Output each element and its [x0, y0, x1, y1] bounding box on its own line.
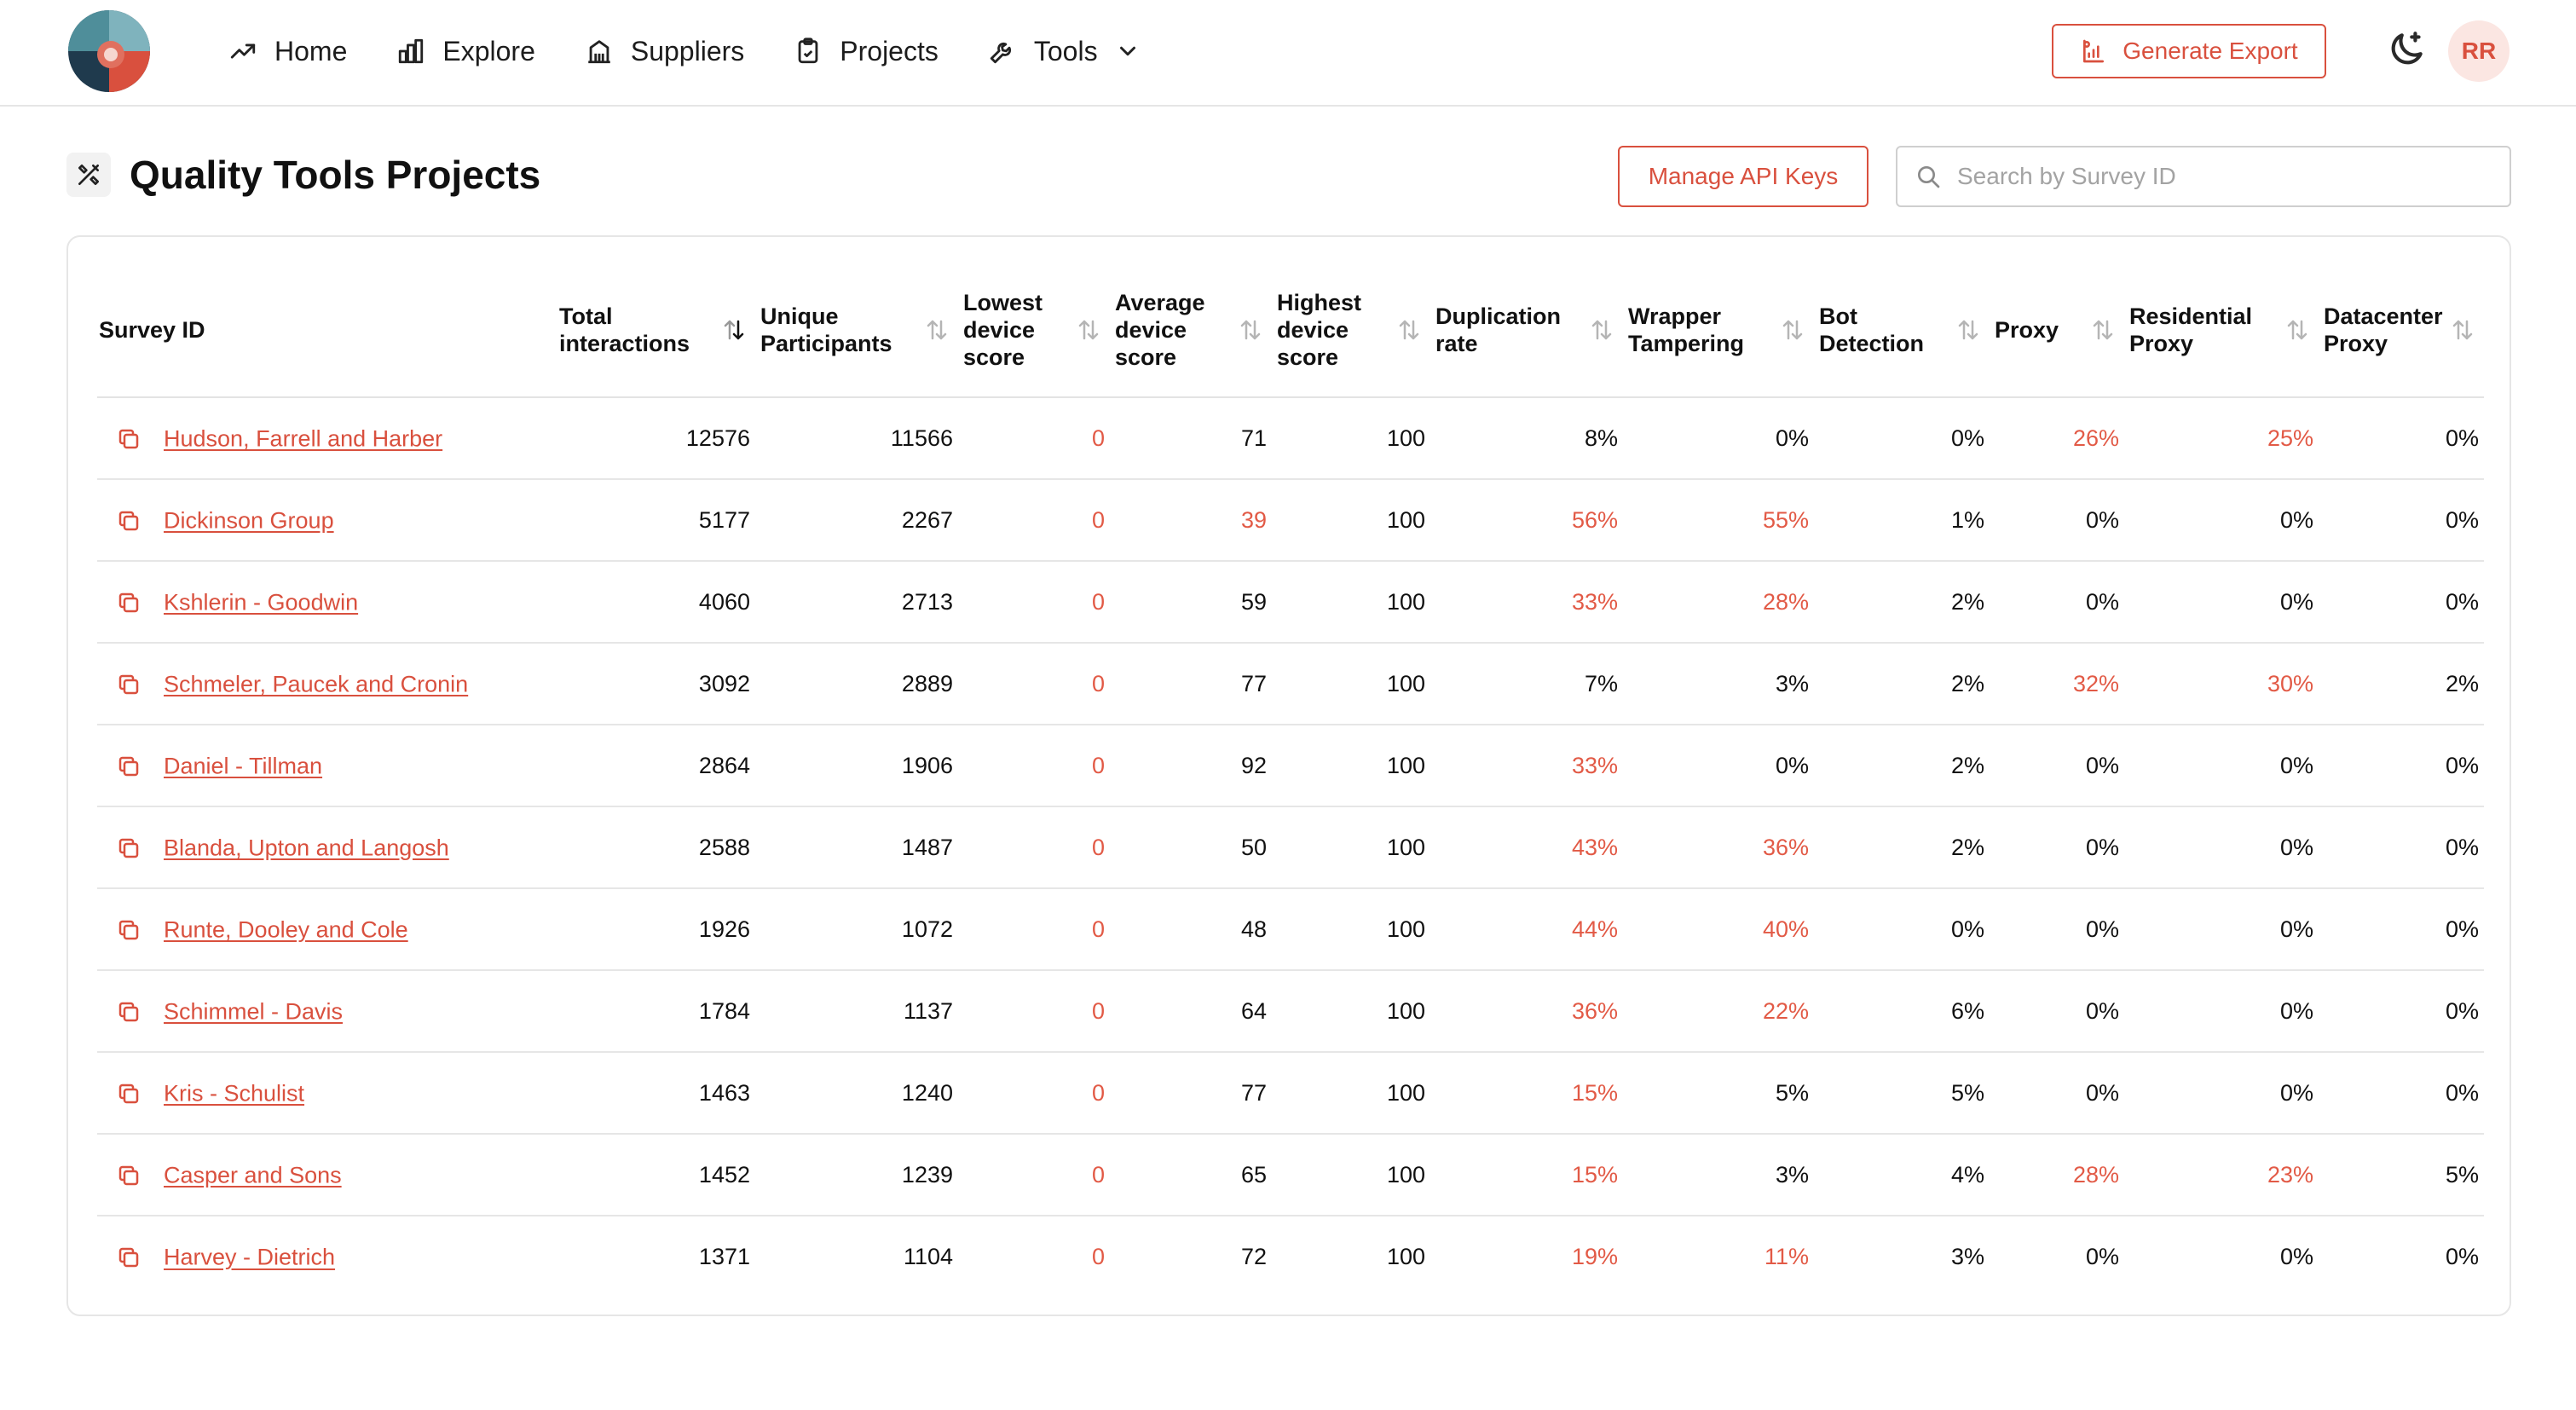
column-header-label: Average device score — [1115, 289, 1205, 370]
column-header-label: Lowest device score — [963, 289, 1043, 370]
column-header-unique-participants[interactable] — [755, 263, 958, 397]
table-cell: 5% — [1775, 1079, 1809, 1106]
column-header-label: Datacenter Proxy — [2324, 303, 2443, 356]
table-cell: 2% — [2445, 670, 2479, 696]
table-cell: 5% — [2445, 1161, 2479, 1188]
table-cell: 1104 — [903, 1244, 953, 1269]
manage-api-keys-button[interactable]: Manage API Keys — [1618, 146, 1868, 207]
table-cell: 0 — [1091, 506, 1105, 533]
survey-id-cell — [97, 725, 554, 806]
column-header-total-interactions[interactable] — [554, 263, 755, 397]
table-cell: 0% — [2445, 1244, 2479, 1269]
survey-id-link[interactable]: Harvey - Dietrich — [164, 1244, 336, 1270]
table-cell: 0 — [1091, 1244, 1105, 1269]
survey-id-cell — [97, 479, 554, 561]
nav-explore-label: Explore — [442, 35, 535, 66]
table-cell: 0% — [2445, 425, 2479, 451]
copy-icon[interactable] — [116, 590, 142, 615]
table-cell: 15% — [1571, 1161, 1618, 1188]
survey-id-link[interactable]: Schmeler, Paucek and Cronin — [164, 671, 469, 697]
table-cell: 77 — [1240, 670, 1267, 696]
sort-arrows-icon[interactable] — [2450, 317, 2475, 343]
table-row — [97, 970, 2484, 1052]
search-box — [1896, 146, 2511, 207]
table-cell: 72 — [1240, 1244, 1267, 1269]
table-cell: 0% — [1775, 425, 1809, 451]
column-header-wrap — [1435, 303, 1618, 357]
table-cell: 36% — [1571, 997, 1618, 1024]
copy-icon[interactable] — [116, 1081, 142, 1107]
copy-icon[interactable] — [116, 1245, 142, 1270]
nav-tools[interactable] — [988, 36, 1141, 67]
table-cell: 0% — [2279, 1244, 2313, 1269]
nav-home[interactable] — [228, 36, 347, 67]
column-header-label: Unique Participants — [760, 303, 892, 356]
table-row — [97, 397, 2484, 479]
survey-id-cell — [97, 1134, 554, 1216]
column-header-label: Residential Proxy — [2129, 303, 2253, 356]
column-header-label: Bot Detection — [1819, 303, 1925, 356]
building-icon — [585, 37, 614, 66]
survey-id-cell — [97, 806, 554, 888]
table-cell: 100 — [1386, 834, 1425, 860]
table-cell: 0% — [2279, 752, 2313, 778]
table-cell: 0% — [2445, 506, 2479, 533]
table-cell: 4060 — [698, 588, 750, 615]
table-cell: 1240 — [901, 1079, 953, 1106]
table-cell: 33% — [1571, 752, 1618, 778]
table-cell: 26% — [2072, 425, 2119, 451]
table-cell: 100 — [1386, 997, 1425, 1024]
table-cell: 8% — [1584, 425, 1618, 451]
table-cell: 12576 — [685, 425, 750, 451]
sort-arrows-icon[interactable] — [2284, 317, 2310, 343]
table-cell: 1926 — [698, 916, 750, 942]
column-header-label: Highest device score — [1277, 289, 1362, 370]
table-cell: 6% — [1950, 997, 1984, 1024]
table-row — [97, 888, 2484, 970]
table-cell: 48 — [1240, 916, 1267, 942]
table-row — [97, 725, 2484, 806]
column-header-wrap — [760, 303, 953, 357]
table-cell: 0% — [2085, 588, 2119, 615]
table-cell: 0% — [2085, 916, 2119, 942]
user-avatar[interactable]: RR — [2448, 20, 2510, 82]
column-header-proxy[interactable] — [1990, 263, 2124, 397]
table-cell: 0% — [2279, 1079, 2313, 1106]
sort-arrows-icon[interactable] — [924, 317, 950, 343]
table-row — [97, 479, 2484, 561]
table-cell: 1487 — [901, 834, 953, 860]
table-cell: 2713 — [901, 588, 953, 615]
column-header-residential-proxy[interactable] — [2124, 263, 2319, 397]
copy-icon[interactable] — [116, 835, 142, 861]
column-header-wrap — [1628, 303, 1809, 357]
main-nav — [228, 26, 1190, 77]
survey-id-cell — [97, 397, 554, 479]
copy-icon[interactable] — [116, 426, 142, 452]
table-cell: 7% — [1584, 670, 1618, 696]
nav-projects-label: Projects — [840, 35, 939, 66]
table-cell: 0 — [1091, 670, 1105, 696]
column-header-bot-detection[interactable] — [1814, 263, 1990, 397]
survey-id-cell — [97, 888, 554, 970]
table-cell: 0% — [2445, 588, 2479, 615]
sort-arrows-icon[interactable] — [1238, 317, 1263, 343]
column-header-label: Total interactions — [559, 303, 690, 356]
table-cell: 100 — [1386, 670, 1425, 696]
nav-home-label: Home — [274, 35, 348, 66]
table-cell: 44% — [1571, 916, 1618, 942]
survey-id-link[interactable]: Kris - Schulist — [164, 1080, 305, 1107]
column-header-wrap — [2129, 303, 2313, 357]
table-cell: 59 — [1240, 588, 1267, 615]
search-input[interactable] — [1957, 163, 2486, 190]
table-cell: 40% — [1762, 916, 1809, 942]
table-header-row — [97, 263, 2484, 397]
survey-id-link[interactable]: Daniel - Tillman — [164, 753, 323, 779]
table-cell: 100 — [1386, 506, 1425, 533]
table-cell: 23% — [2267, 1161, 2313, 1188]
table-cell: 2% — [1950, 752, 1984, 778]
nav-projects[interactable] — [794, 36, 939, 67]
sort-arrows-icon[interactable] — [1780, 317, 1805, 343]
table-cell: 56% — [1571, 506, 1618, 533]
export-report-icon — [2080, 38, 2107, 65]
table-cell: 19% — [1571, 1244, 1618, 1269]
survey-id-cell — [97, 970, 554, 1052]
table-cell: 1239 — [901, 1161, 953, 1188]
table-row — [97, 643, 2484, 725]
table-row — [97, 561, 2484, 643]
table-cell: 2588 — [698, 834, 750, 860]
table-cell: 65 — [1240, 1161, 1267, 1188]
table-cell: 0% — [2085, 1079, 2119, 1106]
table-cell: 50 — [1240, 834, 1267, 860]
table-cell: 0 — [1091, 916, 1105, 942]
table-cell: 0% — [1950, 916, 1984, 942]
table-cell: 1371 — [698, 1244, 750, 1269]
projects-table — [97, 263, 2484, 1297]
table-cell: 0% — [2279, 997, 2313, 1024]
table-cell: 3% — [1950, 1244, 1984, 1269]
copy-icon[interactable] — [116, 1163, 142, 1188]
table-cell: 43% — [1571, 834, 1618, 860]
table-cell: 36% — [1762, 834, 1809, 860]
table-cell: 28% — [2072, 1161, 2119, 1188]
top-navigation-bar — [0, 0, 2576, 107]
sort-arrows-icon[interactable] — [1396, 317, 1422, 343]
table-cell: 0% — [2279, 834, 2313, 860]
search-icon — [1915, 163, 1942, 190]
sort-arrows-icon[interactable] — [1589, 317, 1614, 343]
survey-id-cell — [97, 1052, 554, 1134]
nav-suppliers[interactable] — [585, 36, 744, 67]
page-title: Quality Tools Projects — [130, 153, 541, 197]
table-row — [97, 1052, 2484, 1134]
table-cell: 100 — [1386, 588, 1425, 615]
table-cell: 100 — [1386, 1161, 1425, 1188]
table-cell: 0 — [1091, 834, 1105, 860]
table-cell: 64 — [1240, 997, 1267, 1024]
survey-id-link[interactable]: Casper and Sons — [164, 1162, 342, 1188]
table-cell: 0% — [2085, 506, 2119, 533]
copy-icon[interactable] — [116, 999, 142, 1025]
table-cell: 5% — [1950, 1079, 1984, 1106]
sort-arrows-icon[interactable] — [1955, 317, 1981, 343]
column-header-lowest-device-score[interactable] — [958, 263, 1110, 397]
table-cell: 55% — [1762, 506, 1809, 533]
table-cell: 28% — [1762, 588, 1809, 615]
nav-explore[interactable] — [396, 36, 535, 67]
table-cell: 100 — [1386, 425, 1425, 451]
tools-icon — [66, 153, 111, 197]
table-cell: 39 — [1240, 506, 1267, 533]
survey-id-link[interactable]: Schimmel - Davis — [164, 998, 344, 1025]
nav-tools-label: Tools — [1033, 35, 1098, 66]
sort-arrows-icon[interactable] — [1076, 317, 1101, 343]
survey-id-link[interactable]: Runte, Dooley and Cole — [164, 916, 408, 943]
column-header-wrap — [2324, 303, 2479, 357]
projects-table-card — [66, 235, 2511, 1316]
table-cell: 100 — [1386, 1244, 1425, 1269]
survey-id-link[interactable]: Dickinson Group — [164, 507, 334, 534]
wrench-icon — [988, 37, 1017, 66]
table-cell: 100 — [1386, 752, 1425, 778]
copy-icon[interactable] — [116, 672, 142, 697]
table-cell: 0 — [1091, 1161, 1105, 1188]
table-cell: 0% — [2445, 834, 2479, 860]
column-header-average-device-score[interactable] — [1110, 263, 1272, 397]
table-row — [97, 1134, 2484, 1216]
table-cell: 3% — [1775, 670, 1809, 696]
table-cell: 0% — [1950, 425, 1984, 451]
column-header-wrapper-tampering[interactable] — [1623, 263, 1814, 397]
table-cell: 1072 — [901, 916, 953, 942]
table-cell: 0% — [2279, 588, 2313, 615]
column-header-wrap — [559, 303, 750, 357]
column-header-highest-device-score[interactable] — [1272, 263, 1430, 397]
table-cell: 3% — [1775, 1161, 1809, 1188]
column-header-label: Proxy — [1995, 316, 2059, 343]
table-cell: 30% — [2267, 670, 2313, 696]
table-cell: 100 — [1386, 916, 1425, 942]
column-header-wrap — [1277, 289, 1425, 371]
column-header-label: Duplication rate — [1435, 303, 1561, 356]
generate-export-label: Generate Export — [2123, 38, 2298, 64]
table-cell: 0 — [1091, 752, 1105, 778]
table-cell: 2% — [1950, 834, 1984, 860]
survey-id-link[interactable]: Hudson, Farrell and Harber — [164, 425, 443, 452]
table-cell: 0% — [2445, 997, 2479, 1024]
page-header — [66, 145, 540, 205]
moon-icon[interactable] — [2385, 28, 2428, 71]
table-cell: 0% — [2085, 834, 2119, 860]
table-cell: 15% — [1571, 1079, 1618, 1106]
survey-id-cell — [97, 561, 554, 643]
table-cell: 4% — [1950, 1161, 1984, 1188]
table-cell: 2889 — [901, 670, 953, 696]
table-cell: 0 — [1091, 588, 1105, 615]
table-cell: 2864 — [698, 752, 750, 778]
table-cell: 2% — [1950, 670, 1984, 696]
copy-icon[interactable] — [116, 754, 142, 779]
table-cell: 0 — [1091, 997, 1105, 1024]
table-cell: 0% — [2279, 916, 2313, 942]
table-cell: 33% — [1571, 588, 1618, 615]
sort-arrows-icon[interactable] — [721, 317, 747, 343]
table-cell: 11% — [1764, 1244, 1809, 1269]
table-cell: 2267 — [901, 506, 953, 533]
table-cell: 0% — [1775, 752, 1809, 778]
table-cell: 71 — [1240, 425, 1267, 451]
table-cell: 3092 — [698, 670, 750, 696]
table-cell: 1452 — [698, 1161, 750, 1188]
survey-id-cell — [97, 1216, 554, 1297]
column-header-wrap — [1819, 303, 1984, 357]
copy-icon[interactable] — [116, 917, 142, 943]
table-cell: 1906 — [901, 752, 953, 778]
table-cell: 0 — [1091, 1079, 1105, 1106]
table-cell: 0% — [2085, 752, 2119, 778]
survey-id-link[interactable]: Blanda, Upton and Langosh — [164, 835, 449, 861]
column-header-datacenter-proxy[interactable] — [2319, 263, 2484, 397]
table-cell: 0% — [2085, 1244, 2119, 1269]
table-cell: 25% — [2267, 425, 2313, 451]
bar-chart-icon — [396, 37, 425, 66]
table-cell: 100 — [1386, 1079, 1425, 1106]
table-row — [97, 806, 2484, 888]
clipboard-icon — [794, 37, 823, 66]
table-cell: 1784 — [698, 997, 750, 1024]
table-cell: 1% — [1950, 506, 1984, 533]
table-cell: 0% — [2445, 916, 2479, 942]
column-header-duplication-rate[interactable] — [1430, 263, 1623, 397]
nav-suppliers-label: Suppliers — [630, 35, 745, 66]
survey-id-cell — [97, 643, 554, 725]
column-header-wrap — [1115, 289, 1267, 371]
sort-arrows-icon[interactable] — [2090, 317, 2116, 343]
column-header-survey-id — [97, 263, 554, 397]
column-header-wrap — [1995, 316, 2119, 344]
table-cell: 0% — [2279, 506, 2313, 533]
table-body — [97, 397, 2484, 1297]
survey-id-link[interactable]: Kshlerin - Goodwin — [164, 589, 359, 615]
table-cell: 92 — [1240, 752, 1267, 778]
chevron-down-icon[interactable] — [1115, 38, 1141, 64]
table-row — [97, 1216, 2484, 1297]
table-cell: 2% — [1950, 588, 1984, 615]
table-cell: 32% — [2072, 670, 2119, 696]
table-cell: 5177 — [698, 506, 750, 533]
table-cell: 0% — [2445, 752, 2479, 778]
table-cell: 22% — [1762, 997, 1809, 1024]
trend-up-icon — [228, 37, 257, 66]
column-header-wrap — [963, 289, 1105, 371]
app-logo[interactable] — [66, 9, 152, 94]
table-cell: 0% — [2085, 997, 2119, 1024]
column-header-label: Wrapper Tampering — [1628, 303, 1745, 356]
generate-export-button[interactable] — [2052, 24, 2326, 78]
table-cell: 0 — [1091, 425, 1105, 451]
table-cell: 0% — [2445, 1079, 2479, 1106]
table-cell: 77 — [1240, 1079, 1267, 1106]
table-cell: 1137 — [903, 997, 953, 1024]
column-header-label: Survey ID — [99, 316, 205, 343]
copy-icon[interactable] — [116, 508, 142, 534]
table-cell: 1463 — [698, 1079, 750, 1106]
table-cell: 11566 — [890, 425, 953, 451]
